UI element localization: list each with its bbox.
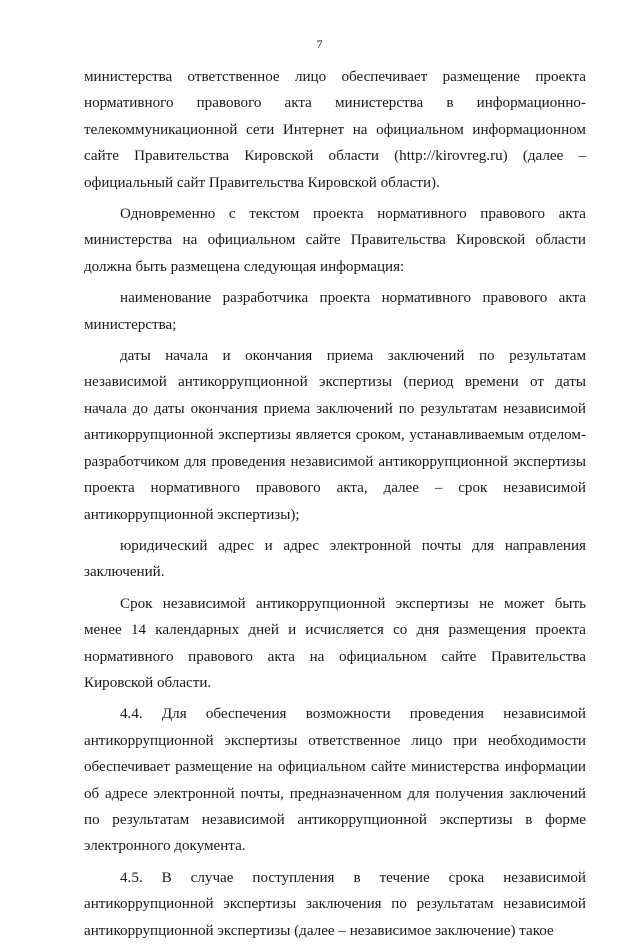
paragraph-4: даты начала и окончания приема заключений по результатам независимой антикоррупционной экспертизы (период времени от даты начала до даты окончания приема заключений по результатам независимой антикоррупционной экспертизы является сроком, устанавливаемым отделом-разработчиком для проведения независимой антикоррупционной экспертизы проекта нормативного правового акта, далее – срок независимой антикоррупционной экспертизы); (84, 348, 586, 523)
paragraph-6: Срок независимой антикоррупционной экспертизы не может быть менее 14 календарных дней и исчисляется со дня размещения проекта нормативного правового акта на официальном сайте Правительства Кировской области. (84, 595, 586, 691)
paragraph-8: 4.5. В случае поступления в течение срока независимой антикоррупционной экспертизы заключения по результатам независимой антикоррупционной экспертизы (далее – независимое заключение) такое (84, 869, 586, 939)
paragraph-3: наименование разработчика проекта нормативного правового акта министерства; (84, 290, 586, 333)
paragraph-1: министерства ответственное лицо обеспечивает размещение проекта нормативного правового акта министерства в информационно-телекоммуникационной сети Интернет на официальном информационном сайте Правительства Кировской области (http://kirovreg.ru) (далее – официальный сайт Правительства Кировской области). (84, 69, 586, 191)
page-number: 7 (316, 37, 323, 51)
paragraph-2: Одновременно с текстом проекта нормативного правового акта министерства на официальном сайте Правительства Кировской области должна быть размещена следующая информация: (84, 206, 586, 275)
paragraph-7: 4.4. Для обеспечения возможности проведения независимой антикоррупционной экспертизы ответственное лицо при необходимости обеспечивает размещение на официальном сайте министерства информации об адресе электронной почты, предназначенном для получения заключений по результатам независимой антикоррупционной экспертизы в форме электронного документа. (84, 706, 586, 855)
document-body (84, 64, 586, 944)
paragraph-5: юридический адрес и адрес электронной почты для направления заключений. (84, 537, 586, 581)
